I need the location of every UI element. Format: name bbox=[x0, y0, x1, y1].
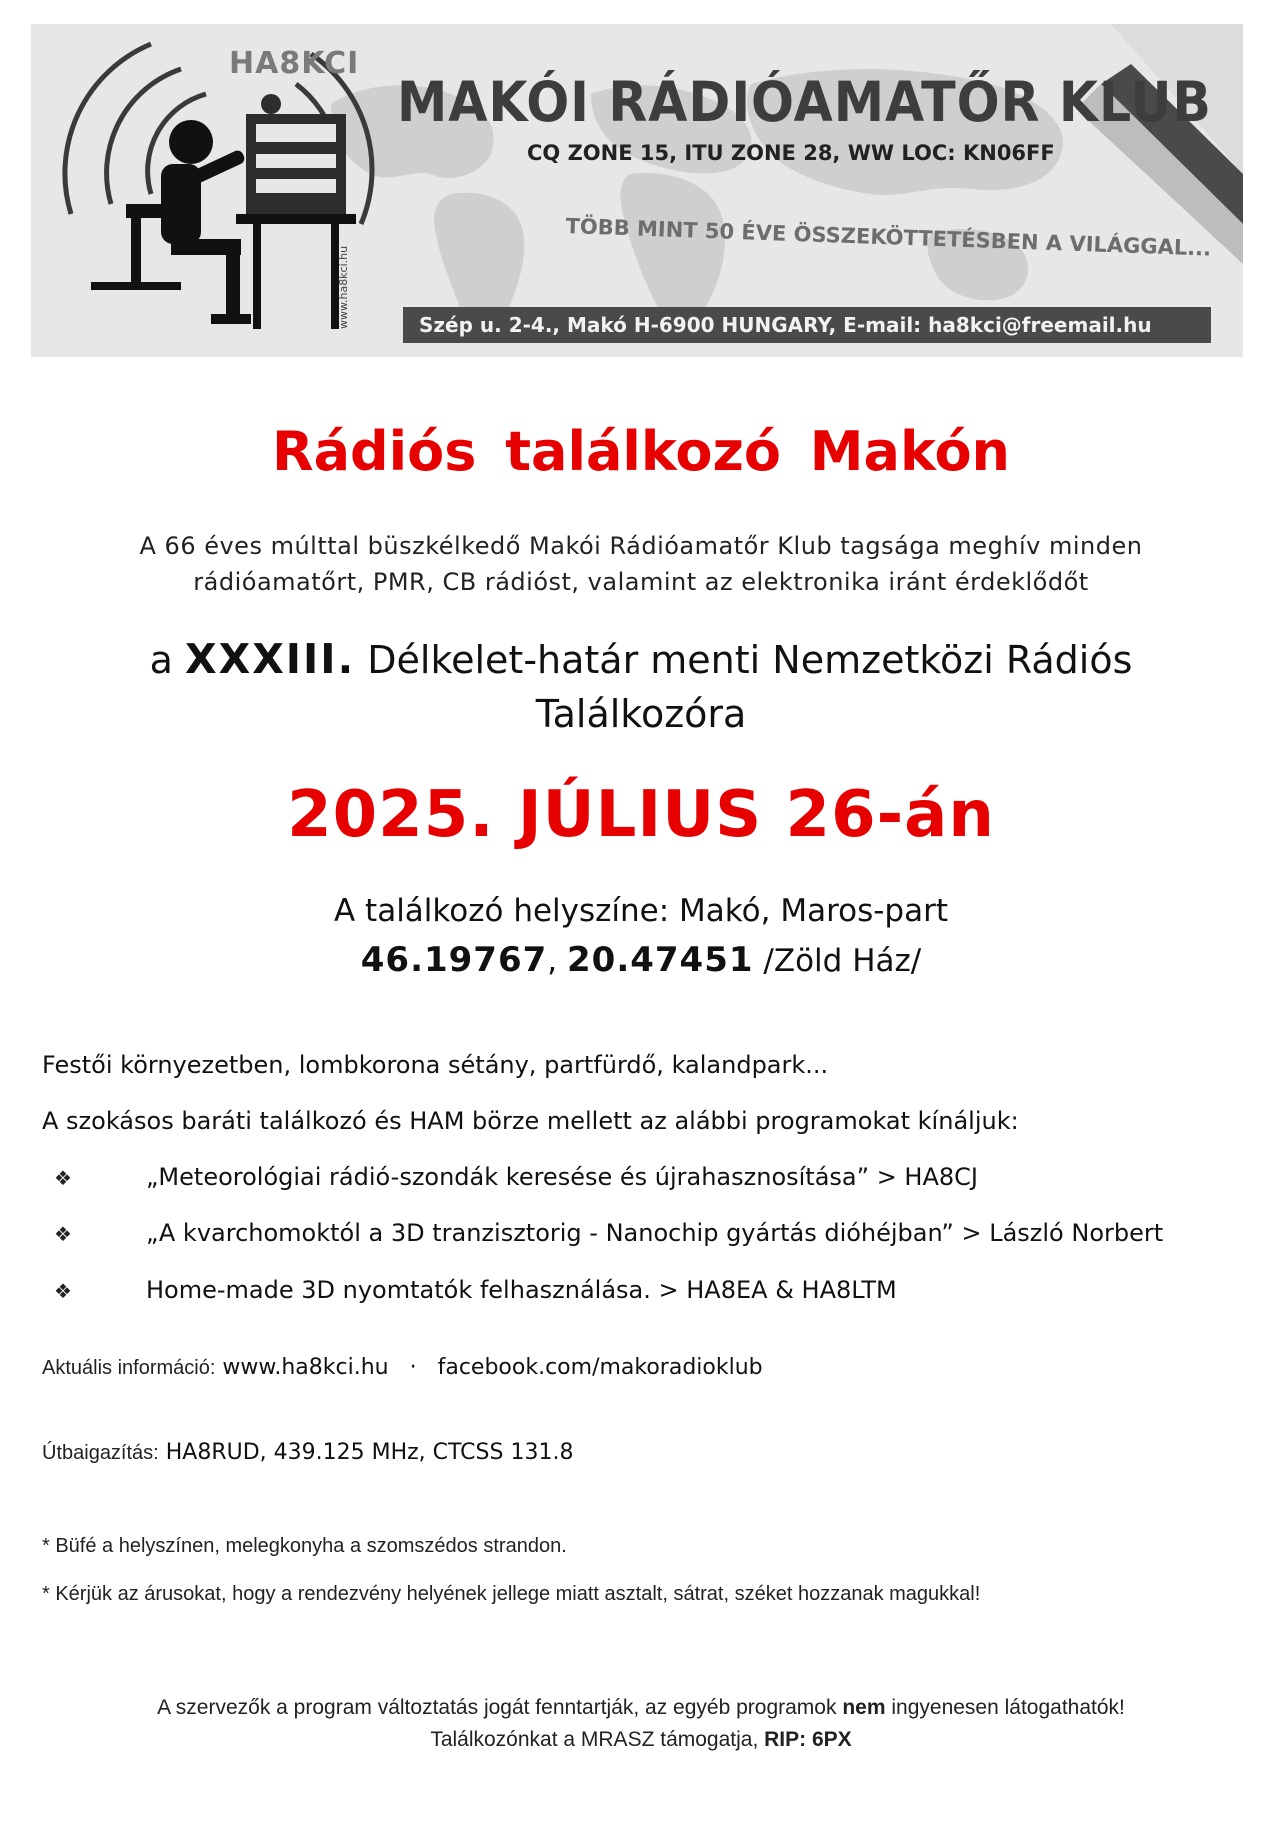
facebook-link[interactable]: facebook.com/makoradioklub bbox=[437, 1355, 763, 1380]
banner-address-bar: Szép u. 2-4., Makó H-6900 HUNGARY, E-mail: ha8kci@freemail.hu bbox=[403, 307, 1211, 343]
website-link[interactable]: www.ha8kci.hu bbox=[222, 1355, 389, 1380]
radio-equipment-graphic bbox=[246, 94, 346, 214]
note-vendors: * Kérjük az árusokat, hogy a rendezvény helyének jellege miatt asztalt, sátrat, széket hozzanak magukkal! bbox=[42, 1583, 981, 1605]
intro-paragraph bbox=[0, 528, 1282, 600]
event-name bbox=[0, 632, 1282, 741]
footer-line-1 bbox=[0, 1692, 1282, 1724]
footer-emphasis: nem bbox=[842, 1696, 886, 1719]
info-line bbox=[42, 1355, 763, 1380]
banner-motto: TÖBB MINT 50 ÉVE ÖSSZEKÖTTETÉSBEN A VILÁGGAL... bbox=[565, 214, 1212, 261]
intro-line-2: rádióamatőrt, PMR, CB rádióst, valamint az elektronika iránt érdeklődőt bbox=[193, 568, 1089, 596]
coordinate-longitude: 20.47451 bbox=[567, 940, 754, 980]
diamond-bullet-icon: ❖ bbox=[54, 1168, 72, 1190]
footer bbox=[0, 1692, 1282, 1756]
intro-line-1: A 66 éves múlttal büszkélkedő Makói Rádióamatőr Klub tagsága meghív minden bbox=[139, 532, 1143, 560]
page-title: Rádiós találkozó Makón bbox=[271, 420, 1010, 483]
event-name-line-1 bbox=[0, 632, 1282, 687]
program-intro: A szokásos baráti találkozó és HAM börze mellett az alábbi programokat kínáljuk: bbox=[42, 1107, 1019, 1135]
banner-callsign: HA8KCI bbox=[229, 46, 360, 81]
header-banner bbox=[31, 24, 1243, 357]
route-label: Útbaigazítás: bbox=[42, 1442, 159, 1464]
banner-zone-line: CQ ZONE 15, ITU ZONE 28, WW LOC: KN06FF bbox=[527, 141, 1055, 165]
route-value: HA8RUD, 439.125 MHz, CTCSS 131.8 bbox=[165, 1440, 574, 1465]
diamond-bullet-icon: ❖ bbox=[54, 1224, 72, 1246]
event-edition-number: XXXIII. bbox=[184, 635, 356, 683]
info-label: Aktuális információ: bbox=[42, 1357, 216, 1379]
note-buffet: * Büfé a helyszínen, melegkonyha a szomszédos strandon. bbox=[42, 1535, 567, 1557]
route-info bbox=[42, 1440, 573, 1465]
banner-website-vertical: www.ha8kci.hu bbox=[337, 245, 350, 329]
venue-place-name: /Zöld Ház/ bbox=[763, 943, 922, 979]
coordinate-comma: , bbox=[547, 943, 558, 979]
event-coordinates bbox=[0, 940, 1282, 980]
diamond-bullet-icon: ❖ bbox=[54, 1281, 72, 1303]
info-separator: · bbox=[409, 1355, 417, 1380]
footer-text: ingyenesen látogathatók! bbox=[891, 1696, 1125, 1719]
scenery-description: Festői környezetben, lombkorona sétány, partfürdő, kalandpark... bbox=[42, 1051, 829, 1079]
program-item: Home-made 3D nyomtatók felhasználása. > HA8EA & HA8LTM bbox=[146, 1276, 897, 1304]
event-venue: A találkozó helyszíne: Makó, Maros-part bbox=[333, 893, 949, 929]
coordinate-latitude: 46.19767 bbox=[360, 940, 548, 980]
event-prefix: a bbox=[149, 638, 173, 682]
event-name-text: Délkelet-határ menti Nemzetközi Rádiós bbox=[367, 638, 1133, 682]
footer-rip: RIP: 6PX bbox=[764, 1728, 852, 1751]
footer-text: A szervezők a program változtatás jogát fenntartják, az egyéb programok bbox=[157, 1696, 837, 1719]
footer-text: Találkozónkat a MRASZ támogatja, bbox=[430, 1728, 759, 1751]
event-name-line-2: Találkozóra bbox=[535, 692, 747, 736]
event-date: 2025. JÚLIUS 26-án bbox=[287, 778, 995, 852]
footer-line-2 bbox=[0, 1724, 1282, 1756]
program-item: „A kvarchomoktól a 3D tranzisztorig - Nanochip gyártás dióhéjban” > László Norbert bbox=[146, 1219, 1164, 1247]
banner-club-name: MAKÓI RÁDIÓAMATŐR KLUB bbox=[397, 70, 1212, 134]
program-item: „Meteorológiai rádió-szondák keresése és újrahasznosítása” > HA8CJ bbox=[146, 1163, 978, 1191]
